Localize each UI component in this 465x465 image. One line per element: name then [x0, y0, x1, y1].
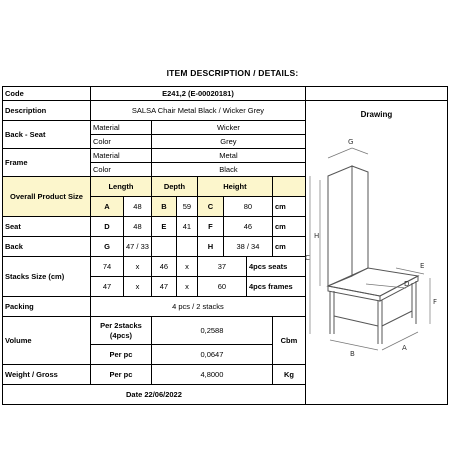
dim-a-value: 48 [124, 197, 152, 217]
overall-unit: cm [272, 197, 305, 217]
volume-per-pc-value: 0,0647 [151, 345, 272, 365]
dim-f-letter: F [197, 217, 223, 237]
volume-per-stacks-label: Per 2stacks (4pcs) [91, 317, 152, 345]
frame-color-label: Color [91, 163, 152, 177]
volume-per-stacks-value: 0,2588 [151, 317, 272, 345]
stack2-x2: x [176, 277, 197, 297]
stacks-label: Stacks Size (cm) [3, 257, 91, 297]
stack1-b: 46 [151, 257, 176, 277]
page-title: ITEM DESCRIPTION / DETAILS: [166, 68, 299, 78]
weight-label: Weight / Gross [3, 365, 91, 385]
date-stamp: Date 22/06/2022 [3, 385, 306, 405]
diagram-label-f: F [432, 298, 437, 306]
dim-h-value: 38 / 34 [223, 237, 272, 257]
chair-drawing [306, 128, 447, 368]
stack1-x1: x [124, 257, 152, 277]
back-unit: cm [272, 237, 305, 257]
diagram-label-d: D [403, 280, 410, 288]
dim-c-value: 80 [223, 197, 272, 217]
back-seat-label: Back - Seat [3, 121, 91, 149]
weight-per-pc-label: Per pc [91, 365, 152, 385]
overall-size-label: Overall Product Size [3, 177, 91, 217]
dim-b-letter: B [151, 197, 176, 217]
frame-material-label: Material [91, 149, 152, 163]
spec-table [2, 86, 448, 405]
dim-d-letter: D [91, 217, 124, 237]
description-value: SALSA Chair Metal Black / Wicker Grey [91, 101, 306, 121]
depth-header: Depth [151, 177, 197, 197]
diagram-label-e: E [419, 262, 425, 270]
code-label: Code [3, 87, 91, 101]
back-seat-color: Grey [151, 135, 305, 149]
diagram-label-h: H [313, 232, 320, 240]
diagram-label-g: G [347, 138, 354, 146]
dim-c-letter: C [197, 197, 223, 217]
dim-e-value: 41 [176, 217, 197, 237]
chair-seat-front [328, 286, 380, 301]
drawing-cell [305, 101, 447, 405]
dim-f-value: 46 [223, 217, 272, 237]
dim-a-letter: A [91, 197, 124, 217]
stack1-x2: x [176, 257, 197, 277]
dim-e-letter: E [151, 217, 176, 237]
back-seat-color-label: Color [91, 135, 152, 149]
diagram-label-b: B [349, 350, 355, 358]
dim-b-value: 59 [176, 197, 197, 217]
volume-per-pc-label: Per pc [91, 345, 152, 365]
seat-unit: cm [272, 217, 305, 237]
stack1-c: 37 [197, 257, 246, 277]
back-label: Back [3, 237, 91, 257]
stack1-a: 74 [91, 257, 124, 277]
frame-label: Frame [3, 149, 91, 177]
dim-d-value: 48 [124, 217, 152, 237]
stack2-note: 4pcs frames [246, 277, 305, 297]
stack2-b: 47 [151, 277, 176, 297]
weight-value: 4,8000 [151, 365, 272, 385]
chair-back-front [328, 166, 352, 286]
back-seat-material: Wicker [151, 121, 305, 135]
packing-value: 4 pcs / 2 stacks [91, 297, 306, 317]
dim-g-value: 47 / 33 [124, 237, 152, 257]
stack1-note: 4pcs seats [246, 257, 305, 277]
frame-color: Black [151, 163, 305, 177]
drawing-title: Drawing [360, 110, 393, 119]
packing-label: Packing [3, 297, 91, 317]
height-header: Height [197, 177, 272, 197]
seat-label: Seat [3, 217, 91, 237]
diagram-label-a: A [401, 344, 407, 352]
weight-unit: Kg [272, 365, 305, 385]
dim-h-letter: H [197, 237, 223, 257]
code-value: E241,2 (E-00020181) [91, 87, 306, 101]
volume-label: Volume [3, 317, 91, 365]
back-seat-material-label: Material [91, 121, 152, 135]
stack2-c: 60 [197, 277, 246, 297]
diagram-label-c: C [304, 254, 310, 262]
volume-unit: Cbm [272, 317, 305, 365]
dim-g-letter: G [91, 237, 124, 257]
chair-back-side [352, 166, 368, 276]
frame-material: Metal [151, 149, 305, 163]
description-label: Description [3, 101, 91, 121]
length-header: Length [91, 177, 152, 197]
stack2-x1: x [124, 277, 152, 297]
stack2-a: 47 [91, 277, 124, 297]
